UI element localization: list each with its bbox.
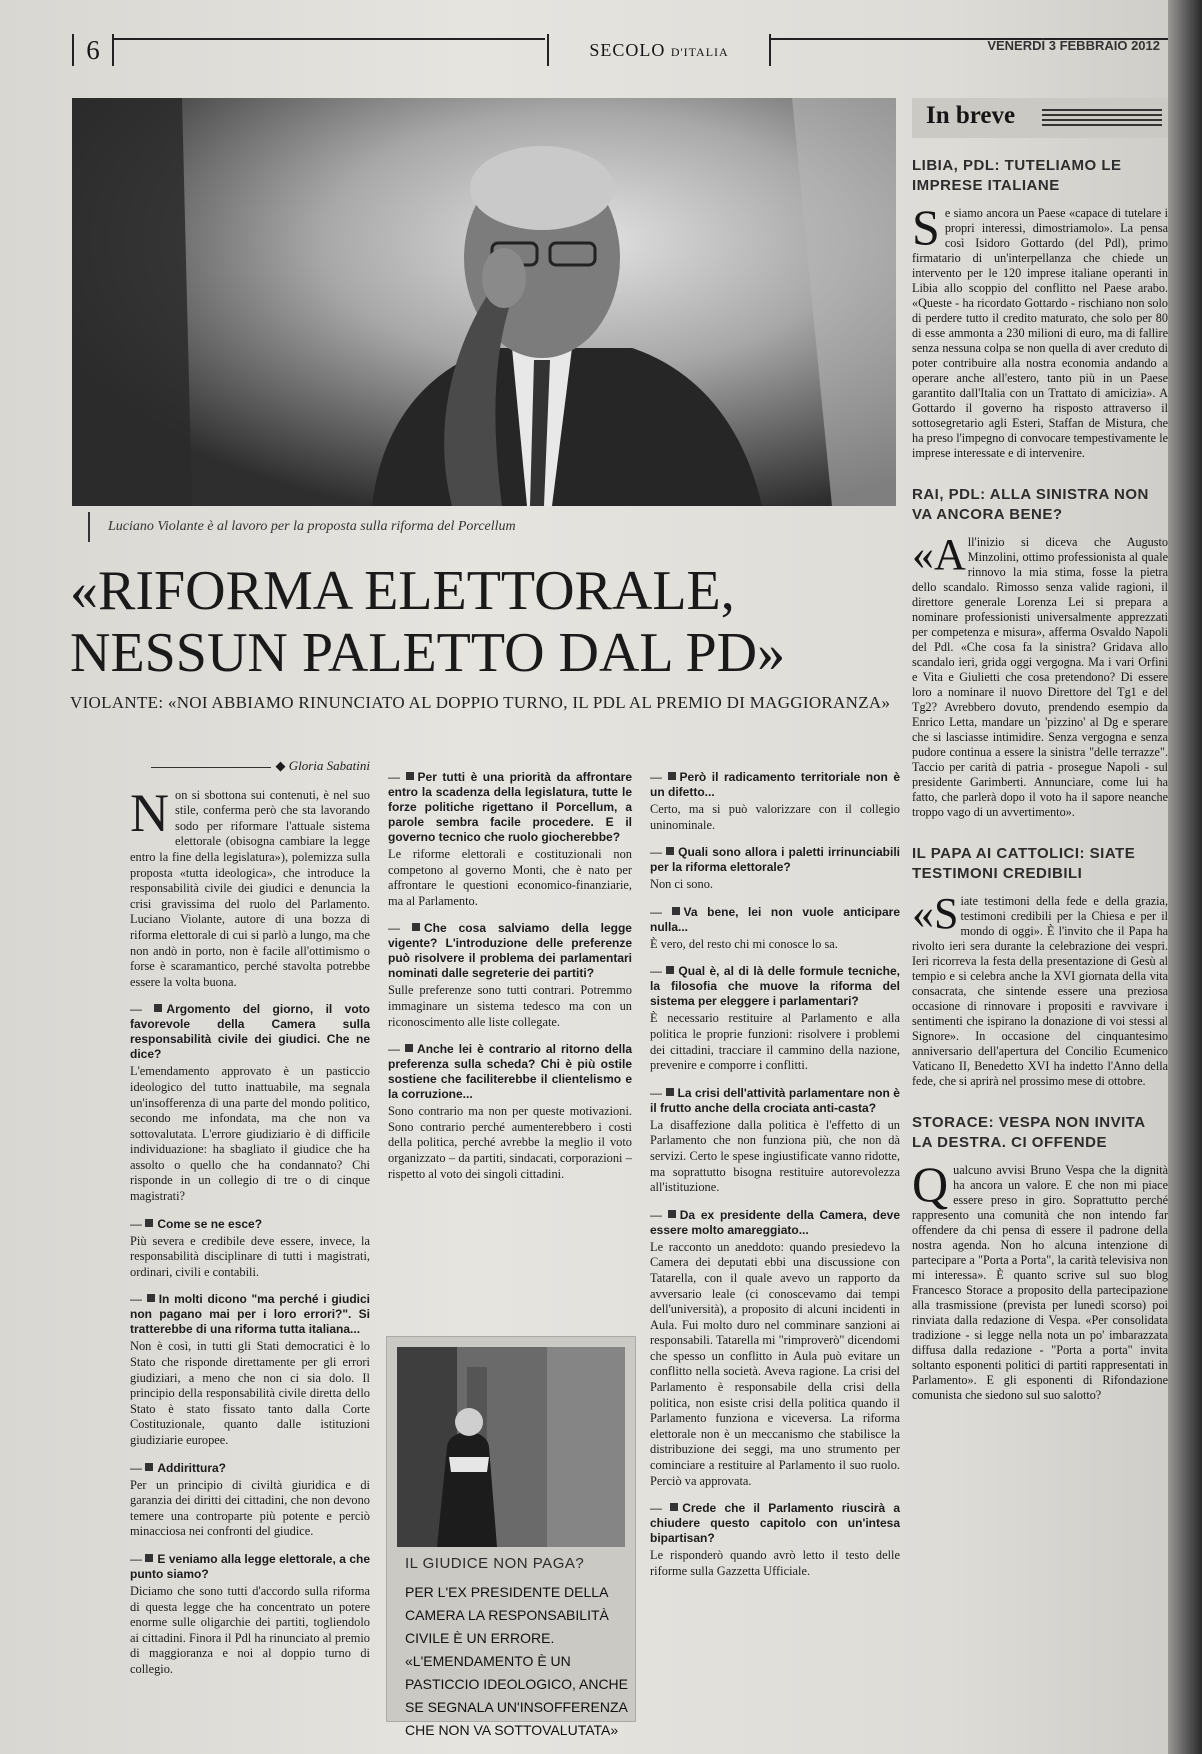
inset-box xyxy=(386,1336,636,1738)
in-breve-banner xyxy=(912,98,1168,138)
answer: La disaffezione dalla politica è l'effetto di un Parlamento che non funziona più, che non dà servizi. Certo le spese ingiustificate vanno ridotte, ma soprattutto bisogna restituire autorevolezza all'istituzione. xyxy=(650,1117,900,1195)
article-column-1 xyxy=(130,758,370,1686)
issue-date: VENERDÌ 3 FEBBRAIO 2012 xyxy=(987,38,1160,53)
question: — Quali sono allora i paletti irrinunciabili per la riforma elettorale? xyxy=(650,845,900,875)
page-edge-shadow xyxy=(1168,0,1202,1754)
question: — Qual è, al di là delle formule tecniche, la filosofia che muove la riforma del sistema per eleggere i parlamentari? xyxy=(650,964,900,1009)
answer: Sulle preferenze sono tutti contrari. Potremmo immaginare un sistema tedesco ma con un riconoscimento alle liste collegate. xyxy=(388,983,632,1029)
brief-item xyxy=(912,485,1168,820)
question: — Va bene, lei non vuole anticipare nulla... xyxy=(650,904,900,934)
question: — E veniamo alla legge elettorale, a che punto siamo? xyxy=(130,1551,370,1581)
brief-item xyxy=(912,1113,1168,1403)
answer: È necessario restituire al Parlamento e alla politica le proprie funzioni: risolvere i problemi dei cittadini, tracciare il cammino della nazione, prevenire e comporre i conflitti. xyxy=(650,1011,900,1073)
headline-line-2: NESSUN PALETTO DAL PD» xyxy=(70,622,786,684)
judge-illustration xyxy=(397,1347,625,1547)
masthead-suffix: D'ITALIA xyxy=(670,45,729,59)
headline-line-1: «RIFORMA ELETTORALE, xyxy=(70,560,735,622)
answer: Sono contrario ma non per queste motivazioni. Sono contrario perché aumenterebbero i costi della politica, perché avrebbe la meglio il voto organizzato – da partiti, sindacati, corporazioni – rispetto al voto dei singoli cittadini. xyxy=(388,1104,632,1181)
masthead xyxy=(547,34,771,66)
answer: Certo, ma si può valorizzare con il collegio uninominale. xyxy=(650,802,900,832)
question: — Però il radicamento territoriale non è un difetto... xyxy=(650,770,900,799)
answer: Le racconto un aneddoto: quando presiedevo la Camera dei deputati ebbi una discussione con Tatarella, con il quale avevo un rapporto da avversario leale (ci conoscevamo dai tempi dell'università), a proposito di alcuni incidenti in Aula. Fui molto duro nel comminare sanzioni ai responsabili. Tatarella mi "rimproverò" dicendomi che spesso un conflitto in Aula può evitare un conflitto nella società. Aveva ragione. La crisi del Parlamento è responsabile della crisi della politica, non esiste crisi della politica quando il Parlamento funziona e viceversa. La riforma elettorale non è un meccanismo che stabilisce la distribuzione dei seggi, ma uno strumento per cominciare a restituire al Parlamento il suo ruolo. Perciò va approvata. xyxy=(650,1239,900,1488)
article-subhead: VIOLANTE: «NOI ABBIAMO RINUNCIATO AL DOPPIO TURNO, IL PDL AL PREMIO DI MAGGIORANZA» xyxy=(70,693,891,712)
brief-text: «All'inizio si diceva che Augusto Minzolini, ottimo professionista al quale rinnovo la mia stima, fosse la pietra dello scandalo. Rimosso senza valide ragioni, il direttore generale Lorenza Lei si prepara a nominare professionisti universalmente apprezzati per competenza e misura», afferma Osvaldo Napoli del Pdl. «Che cosa fa la sinistra? Gridava allo scandalo ieri, grida oggi vergogna. Ma i vari Orfini e Vita e Giulietti che cosa pretendono? Di essere loro a nominare il nuovo Direttore del Tg1 e del Tg2? Avrebbero dovuto, prendendo esempio da Enrico Letta, mandare un 'pizzino' al Dg e sperare che si lasciasse intimidire. Senza vergogna e senza pudore continua a essere la sinistra "delle terrazze". Taccio per carità di patria - prosegue Napoli - sul presidente Garimberti. Annunciare, come lui ha fatto, che parlerà dopo il voto ha il sapore neanche troppo vago di un avvertimento». xyxy=(912,530,1168,819)
article-column-2 xyxy=(388,758,632,1190)
photo-caption: Luciano Violante è al lavoro per la proposta sulla riforma del Porcellum xyxy=(88,512,908,542)
header-rule-left xyxy=(112,38,545,40)
answer: L'emendamento approvato è un pasticcio ideologico del tutto inattuabile, ma segnala un'insofferenza di una parte del mondo politico, secondo me infondata, ma che non va sottovalutata. L'errore giudiziario è di difficile individuazione: ha sbagliato il giudice che ha assolto o quello che ha condannato? Chi risponde in un collegio di tre o di cinque magistrati? xyxy=(130,1064,370,1204)
article-headline xyxy=(70,560,900,684)
answer: Per un principio di civiltà giuridica e di garanzia dei diritti dei cittadini, che non devono temere una controparte più potente e perciò minacciosa nei confronti del giudice. xyxy=(130,1477,370,1539)
portrait-illustration xyxy=(72,98,896,506)
brief-title: IL PAPA AI CATTOLICI: SIATE TESTIMONI CREDIBILI xyxy=(912,845,1136,882)
answer: Le risponderò quando avrò letto il testo delle riforme sulla Gazzetta Ufficiale. xyxy=(650,1548,900,1578)
answer: Più severa e credibile deve essere, invece, la responsabilità disciplinare di tutti i magistrati, ordinari, civili e contabili. xyxy=(130,1233,370,1279)
brief-text: «Siate testimoni della fede e della grazia, testimoni credibili per la Chiesa e per il mondo di oggi». È l'invito che il Papa ha rivolto ieri sera durante la celebrazione dei vespri. Ieri ricorreva la festa della presentazione di Gesù al tempio e si celebra anche la XVI giornata della vita consacrata, che sintende essere una preziosa occasione di rinnovare i propositi e ravvivare i sentimenti che ispirano la donazione di voi stessi al Signore». In occasione del cinquantesimo anniversario dell'apertura del Concilio Ecumenico Vaticano II, Benedetto XVI ha indetto l'Anno della fede, che si aprirà nel prossimo mese di ottobre. xyxy=(912,889,1168,1088)
author-name: Gloria Sabatini xyxy=(288,758,370,773)
question: — Che cosa salviamo della legge vigente? L'introduzione delle preferenze può risolvere il problema dei parlamentari nominati dalle segreterie dei partiti? xyxy=(388,921,632,981)
page-header xyxy=(72,34,1168,68)
article-column-3 xyxy=(650,758,900,1587)
question: — Anche lei è contrario al ritorno della preferenza sulla scheda? Chi è più ostile sostiene che faciliterebbe il clientelismo e la corruzione... xyxy=(388,1042,632,1102)
inset-text: PER L'EX PRESIDENTE DELLA CAMERA LA RESPONSABILITÀ CIVILE È UN ERRORE. «L'EMENDAMENTO È UN PASTICCIO IDEOLOGICO, ANCHE SE SEGNALA UN'INSOFFERENZA CHE NON VA SOTTOVALUTATA» xyxy=(405,1584,629,1738)
brief-title: STORACE: VESPA NON INVITA LA DESTRA. CI OFFENDE xyxy=(912,1114,1146,1151)
question: — Crede che il Parlamento riuscirà a chiudere questo capitolo con un'intesa bipartisan? xyxy=(650,1501,900,1546)
brief-item xyxy=(912,156,1168,461)
answer: Non è così, in tutti gli Stati democratici è lo Stato che risponde direttamente per gli errori giudiziari, a meno che non ci sia dolo. Il principio della responsabilità civile diretta dello Stato è stato fissato tanto dalla Corte Costituzionale, quanto dalle istituzioni giudiziarie europee. xyxy=(130,1339,370,1447)
question: — Da ex presidente della Camera, deve essere molto amareggiato... xyxy=(650,1207,900,1237)
brief-text: Qualcuno avvisi Bruno Vespa che la dignità ha ancora un valore. E che non mi piace essere preso in giro. Soprattutto perché rappresento una comunità che non intendo far offendere da chi pensa di essere il padrone della nostra agenda. Non ho alcuna intenzione di partecipare a "Porta a Porta", la carità televisiva non mi interessa». È quanto scrive sul suo blog Francesco Storace a proposito della partecipazione alla trasmissione (prevista per lunedì scorso) poi rinviata dalla redazione di Vespa. «Per consolidata tradizione - si legge nella nota un po' imbarazzata diffusa dalla redazione - "Porta a porta" invita soltanto esponenti politici di partiti rappresentati in Parlamento». E gli esponenti di Rifondazione comunista che siedono sul suo salotto? xyxy=(912,1156,1168,1402)
question: — Come se ne esce? xyxy=(130,1216,263,1231)
question: — Argomento del giorno, il voto favorevole della Camera sulla responsabilità civile dei giudici. Che ne dice? xyxy=(130,1002,370,1062)
answer: Non ci sono. xyxy=(650,877,713,892)
question: — La crisi dell'attività parlamentare non è il frutto anche della crociata anti-casta? xyxy=(650,1085,900,1115)
intro-paragraph: Non si sbottona sui contenuti, è nel suo stile, conferma però che sta lavorando sodo per riformare l'attuale sistema elettorale (obisogna cambiare la legge entro la fine della legislatura»), polemizza sulla proposta «tutta ideologica», che introduce la responsabilità civile dei giudici e denuncia la crisi gravissima del ruolo del Parlamento. Luciano Violante, autore di una bozza di riforma elettorale di cui si parlò a lungo, ma che non andò in porto, non è facile all'ottimismo o forse è scaramantico, perché stavolta potrebbe essere la volta buona. xyxy=(130,782,370,989)
inset-photo xyxy=(397,1347,625,1547)
page-number: 6 xyxy=(72,34,114,66)
inset-title: IL GIUDICE NON PAGA? xyxy=(405,1555,585,1572)
answer: Diciamo che sono tutti d'accordo sulla riforma di questa legge che ha concentrato un potere enorme sulle oligarchie dei partiti, togliendolo ai cittadini. Finora il Pdl ha rinunciato al premio di maggioranza e noi al doppio turno di collegio. xyxy=(130,1583,370,1676)
brief-title: RAI, PDL: ALLA SINISTRA NON VA ANCORA BENE? xyxy=(912,486,1149,523)
question: — In molti dicono "ma perché i giudici non pagano mai per i loro errori?". Si tratterebbe di una riforma tutta italiana... xyxy=(130,1292,371,1337)
in-breve-label: In breve xyxy=(926,102,1016,129)
brief-text: Se siamo ancora un Paese «capace di tutelare i propri interessi, dimostriamolo». La pensa così Isidoro Gottardo (del Pdl), primo firmatario di un'interpellanza che chiede un intervento per le 120 imprese italiane operanti in Libia allo scoppio del conflitto nel Paese arabo. «Queste - ha ricordato Gottardo - rischiano non solo di perdere tutto il credito maturato, che solo per 80 di esse ammonta a 230 milioni di euro, ma di fallire senza nessuna colpa se non quella di aver creduto di poter contribuire alla nostra economia andando a operare anche all'estero, tanto più in un Paese garantito dall'Italia con un Trattato di amicizia». A Gottardo il governo ha risposto attraverso il sottosegretario agli Esteri, Staffan de Mistura, che ha preso l'impegno di convocare tempestivamente le imprese interessate e di intervenire. xyxy=(912,199,1168,460)
brief-title: LIBIA, PDL: TUTELIAMO LE IMPRESE ITALIANE xyxy=(912,157,1122,194)
masthead-title: SECOLO xyxy=(589,40,666,60)
question: — Per tutti è una priorità da affrontare entro la scadenza della legislatura, tutte le forze politiche rigettano il Porcellum, a parole sembra facile procedere. E il governo tecnico che ruolo giocherebbe? xyxy=(388,770,632,844)
main-photo xyxy=(72,98,896,506)
answer: È vero, del resto chi mi conosce lo sa. xyxy=(650,936,838,951)
decorative-lines xyxy=(1042,109,1162,129)
answer: Le riforme elettorali e costituzionali non competono al governo Monti, che è nato per affrontare le questioni economico-finanziarie, ma al Parlamento. xyxy=(388,847,632,908)
question: — Addirittura? xyxy=(130,1460,227,1475)
drop-cap: N xyxy=(130,782,169,843)
sidebar-in-breve xyxy=(912,98,1168,1403)
byline: ◆ Gloria Sabatini xyxy=(130,758,370,774)
brief-item xyxy=(912,844,1168,1089)
